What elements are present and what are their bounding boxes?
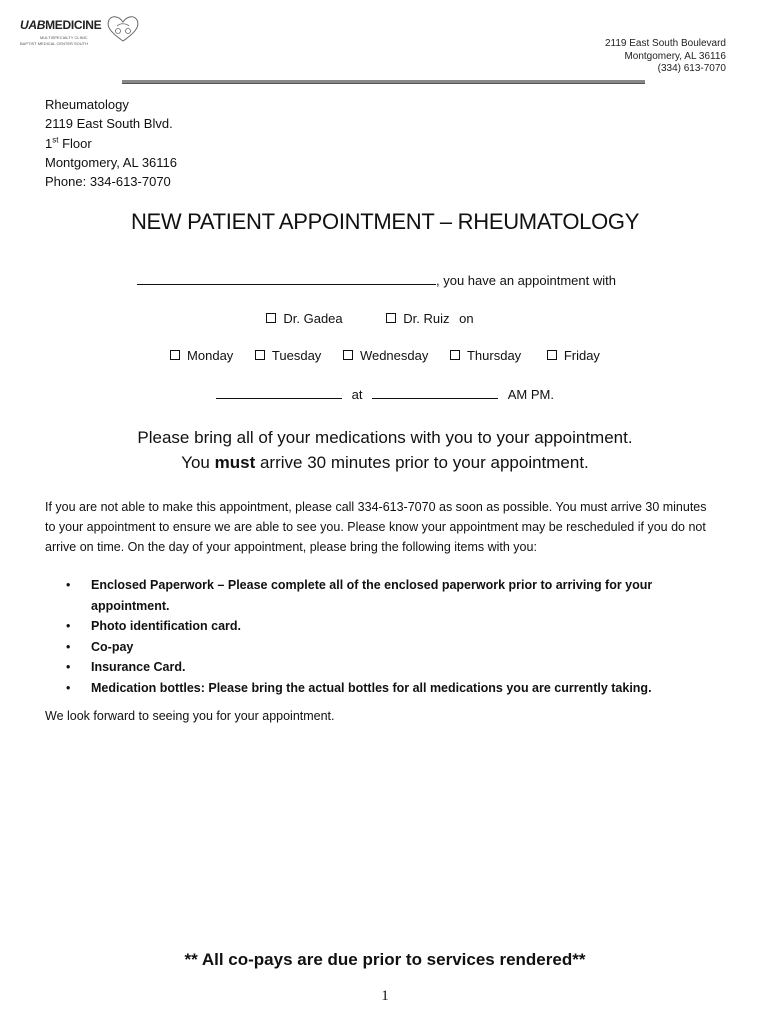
notice-emphasis: must	[214, 453, 256, 472]
checkbox-icon[interactable]	[266, 313, 276, 323]
day-option-tuesday[interactable]: Tuesday	[255, 348, 321, 363]
checkbox-icon[interactable]	[547, 350, 557, 360]
copay-notice: ** All co-pays are due prior to services rendered**	[184, 950, 586, 969]
page-number: 1	[381, 988, 389, 1004]
checkbox-icon[interactable]	[255, 350, 265, 360]
header-phone: (334) 613-7070	[657, 63, 726, 75]
doctor-option-gadea[interactable]: Dr. Gadea	[266, 311, 342, 326]
clinic-city: Montgomery, AL 36116	[45, 154, 178, 170]
patient-name-line	[137, 271, 616, 288]
patient-first-name-blank[interactable]	[137, 271, 265, 285]
clinic-floor: 1st Floor	[45, 135, 92, 151]
checkbox-icon[interactable]	[450, 350, 460, 360]
day-option-monday[interactable]: Monday	[170, 348, 233, 363]
list-item: • Medication bottles: Please bring the actual bottles for all medications you are currently taking.	[62, 678, 702, 699]
notice-line-1: Please bring all of your medications with you to your appointment.	[137, 428, 633, 447]
day-option-friday[interactable]: Friday	[547, 348, 600, 363]
checkbox-icon[interactable]	[170, 350, 180, 360]
notice-line-2: You must arrive 30 minutes prior to your appointment.	[181, 453, 589, 472]
checkbox-icon[interactable]	[386, 313, 396, 323]
doctor-options	[0, 311, 770, 326]
medication-notice	[0, 425, 770, 475]
clinic-address	[45, 95, 177, 191]
logo-uab-text: UAB	[20, 18, 46, 32]
am-pm-text: AM PM.	[507, 387, 554, 402]
heart-icon	[104, 14, 142, 44]
header-street: 2119 East South Boulevard	[604, 38, 726, 49]
instructions-paragraph: If you are not able to make this appointment, please call 334-613-7070 as soon as possible. You must arrive 30 minutes to your appointment to ensure we are able to see you. Please know your appointment may be rescheduled if you do not arrive on time. On the day of your appointment, please bring the following items with you:	[45, 500, 707, 554]
items-to-bring-list	[62, 575, 702, 698]
header-address	[605, 38, 726, 76]
header-city: Montgomery, AL 36116	[624, 50, 726, 62]
appointment-time-blank[interactable]	[372, 385, 498, 399]
day-option-thursday[interactable]: Thursday	[450, 348, 521, 363]
uab-medicine-logo	[20, 14, 140, 54]
patient-last-name-blank[interactable]	[265, 271, 436, 285]
day-options	[0, 348, 770, 363]
appointment-with-text: , you have an appointment with	[436, 273, 616, 288]
logo-subtitle-2: BAPTIST MEDICAL CENTER SOUTH	[20, 41, 89, 46]
checkbox-icon[interactable]	[343, 350, 353, 360]
list-item: • Co-pay	[62, 637, 702, 658]
logo-subtitle-1: MULTISPECIALTY CLINIC	[40, 35, 88, 40]
header-divider	[122, 80, 645, 84]
date-time-line	[0, 385, 770, 402]
page-title: NEW PATIENT APPOINTMENT – RHEUMATOLOGY	[130, 209, 640, 234]
list-item: • Insurance Card.	[62, 657, 702, 678]
logo-medicine-text: MEDICINE	[45, 18, 102, 32]
at-text: at	[351, 387, 363, 402]
day-option-wednesday[interactable]: Wednesday	[343, 348, 428, 363]
clinic-street: 2119 East South Blvd.	[45, 116, 173, 132]
on-text: on	[459, 311, 474, 326]
clinic-phone: Phone: 334-613-7070	[45, 174, 171, 190]
appointment-date-blank[interactable]	[216, 385, 342, 399]
doctor-option-ruiz[interactable]: Dr. Ruiz	[386, 311, 449, 326]
list-item: • Enclosed Paperwork – Please complete all of the enclosed paperwork prior to arriving for your appointment.	[62, 575, 702, 616]
list-item: • Photo identification card.	[62, 616, 702, 637]
closing-text: We look forward to seeing you for your appointment.	[45, 709, 335, 723]
clinic-department: Rheumatology	[45, 97, 129, 112]
